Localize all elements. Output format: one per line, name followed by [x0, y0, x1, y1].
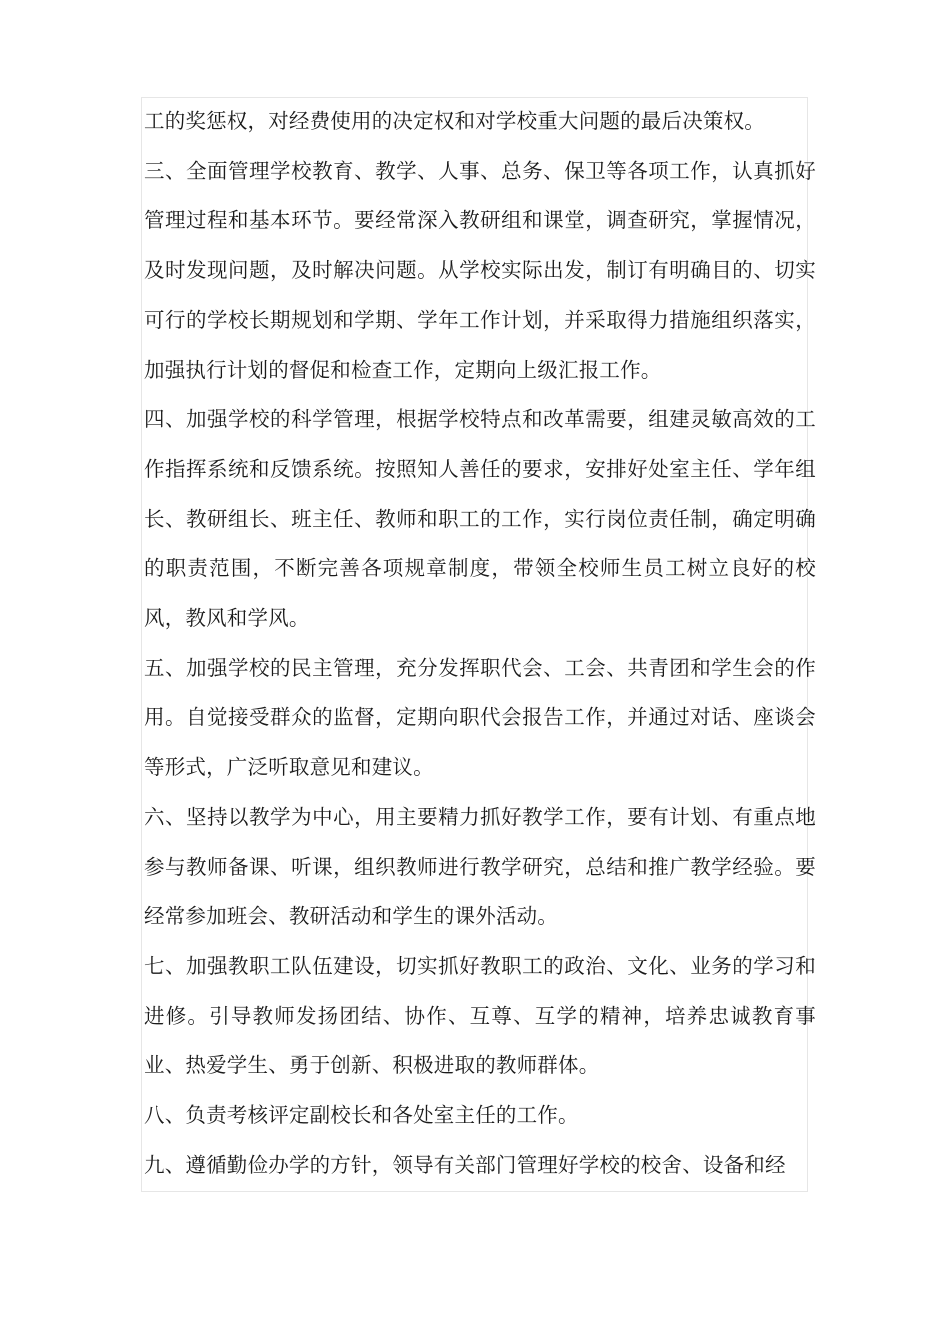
paragraph-6: 七、加强教职工队伍建设，切实抓好教职工的政治、文化、业务的学习和进修。引导教师发扬团结、协作、互尊、互学的精神，培养忠诚教育事业、热爱学生、勇于创新、积极进取的教师群体。 [144, 953, 816, 1078]
document-body [144, 97, 816, 1190]
paragraph-7: 八、负责考核评定副校长和各处室主任的工作。 [144, 1103, 579, 1128]
paragraph-5: 六、坚持以教学为中心，用主要精力抓好教学工作，要有计划、有重点地参与教师备课、听课，组织教师进行教学研究，总结和推广教学经验。要经常参加班会、教研活动和学生的课外活动。 [144, 804, 816, 929]
paragraph-4: 五、加强学校的民主管理，充分发挥职代会、工会、共青团和学生会的作用。自觉接受群众的监督，定期向职代会报告工作，并通过对话、座谈会等形式，广泛听取意见和建议。 [144, 655, 816, 780]
paragraph-8: 九、遵循勤俭办学的方针，领导有关部门管理好学校的校舍、设备和经 [144, 1152, 786, 1177]
paragraph-3: 四、加强学校的科学管理，根据学校特点和改革需要，组建灵敏高效的工作指挥系统和反馈系统。按照知人善任的要求，安排好处室主任、学年组长、教研组长、班主任、教师和职工的工作，实行岗位责任制，确定明确的职责范围，不断完善各项规章制度，带领全校师生员工树立良好的校风，教风和学风。 [144, 407, 816, 631]
paragraph-1: 工的奖惩权，对经费使用的决定权和对学校重大问题的最后决策权。 [144, 109, 765, 133]
paragraph-2: 三、全面管理学校教育、教学、人事、总务、保卫等各项工作，认真抓好管理过程和基本环节。要经常深入教研组和课堂，调查研究，掌握情况，及时发现问题，及时解决问题。从学校实际出发，制订有明确目的、切实可行的学校长期规划和学期、学年工作计划，并采取得力措施组织落实，加强执行计划的督促和检查工作，定期向上级汇报工作。 [144, 158, 816, 382]
